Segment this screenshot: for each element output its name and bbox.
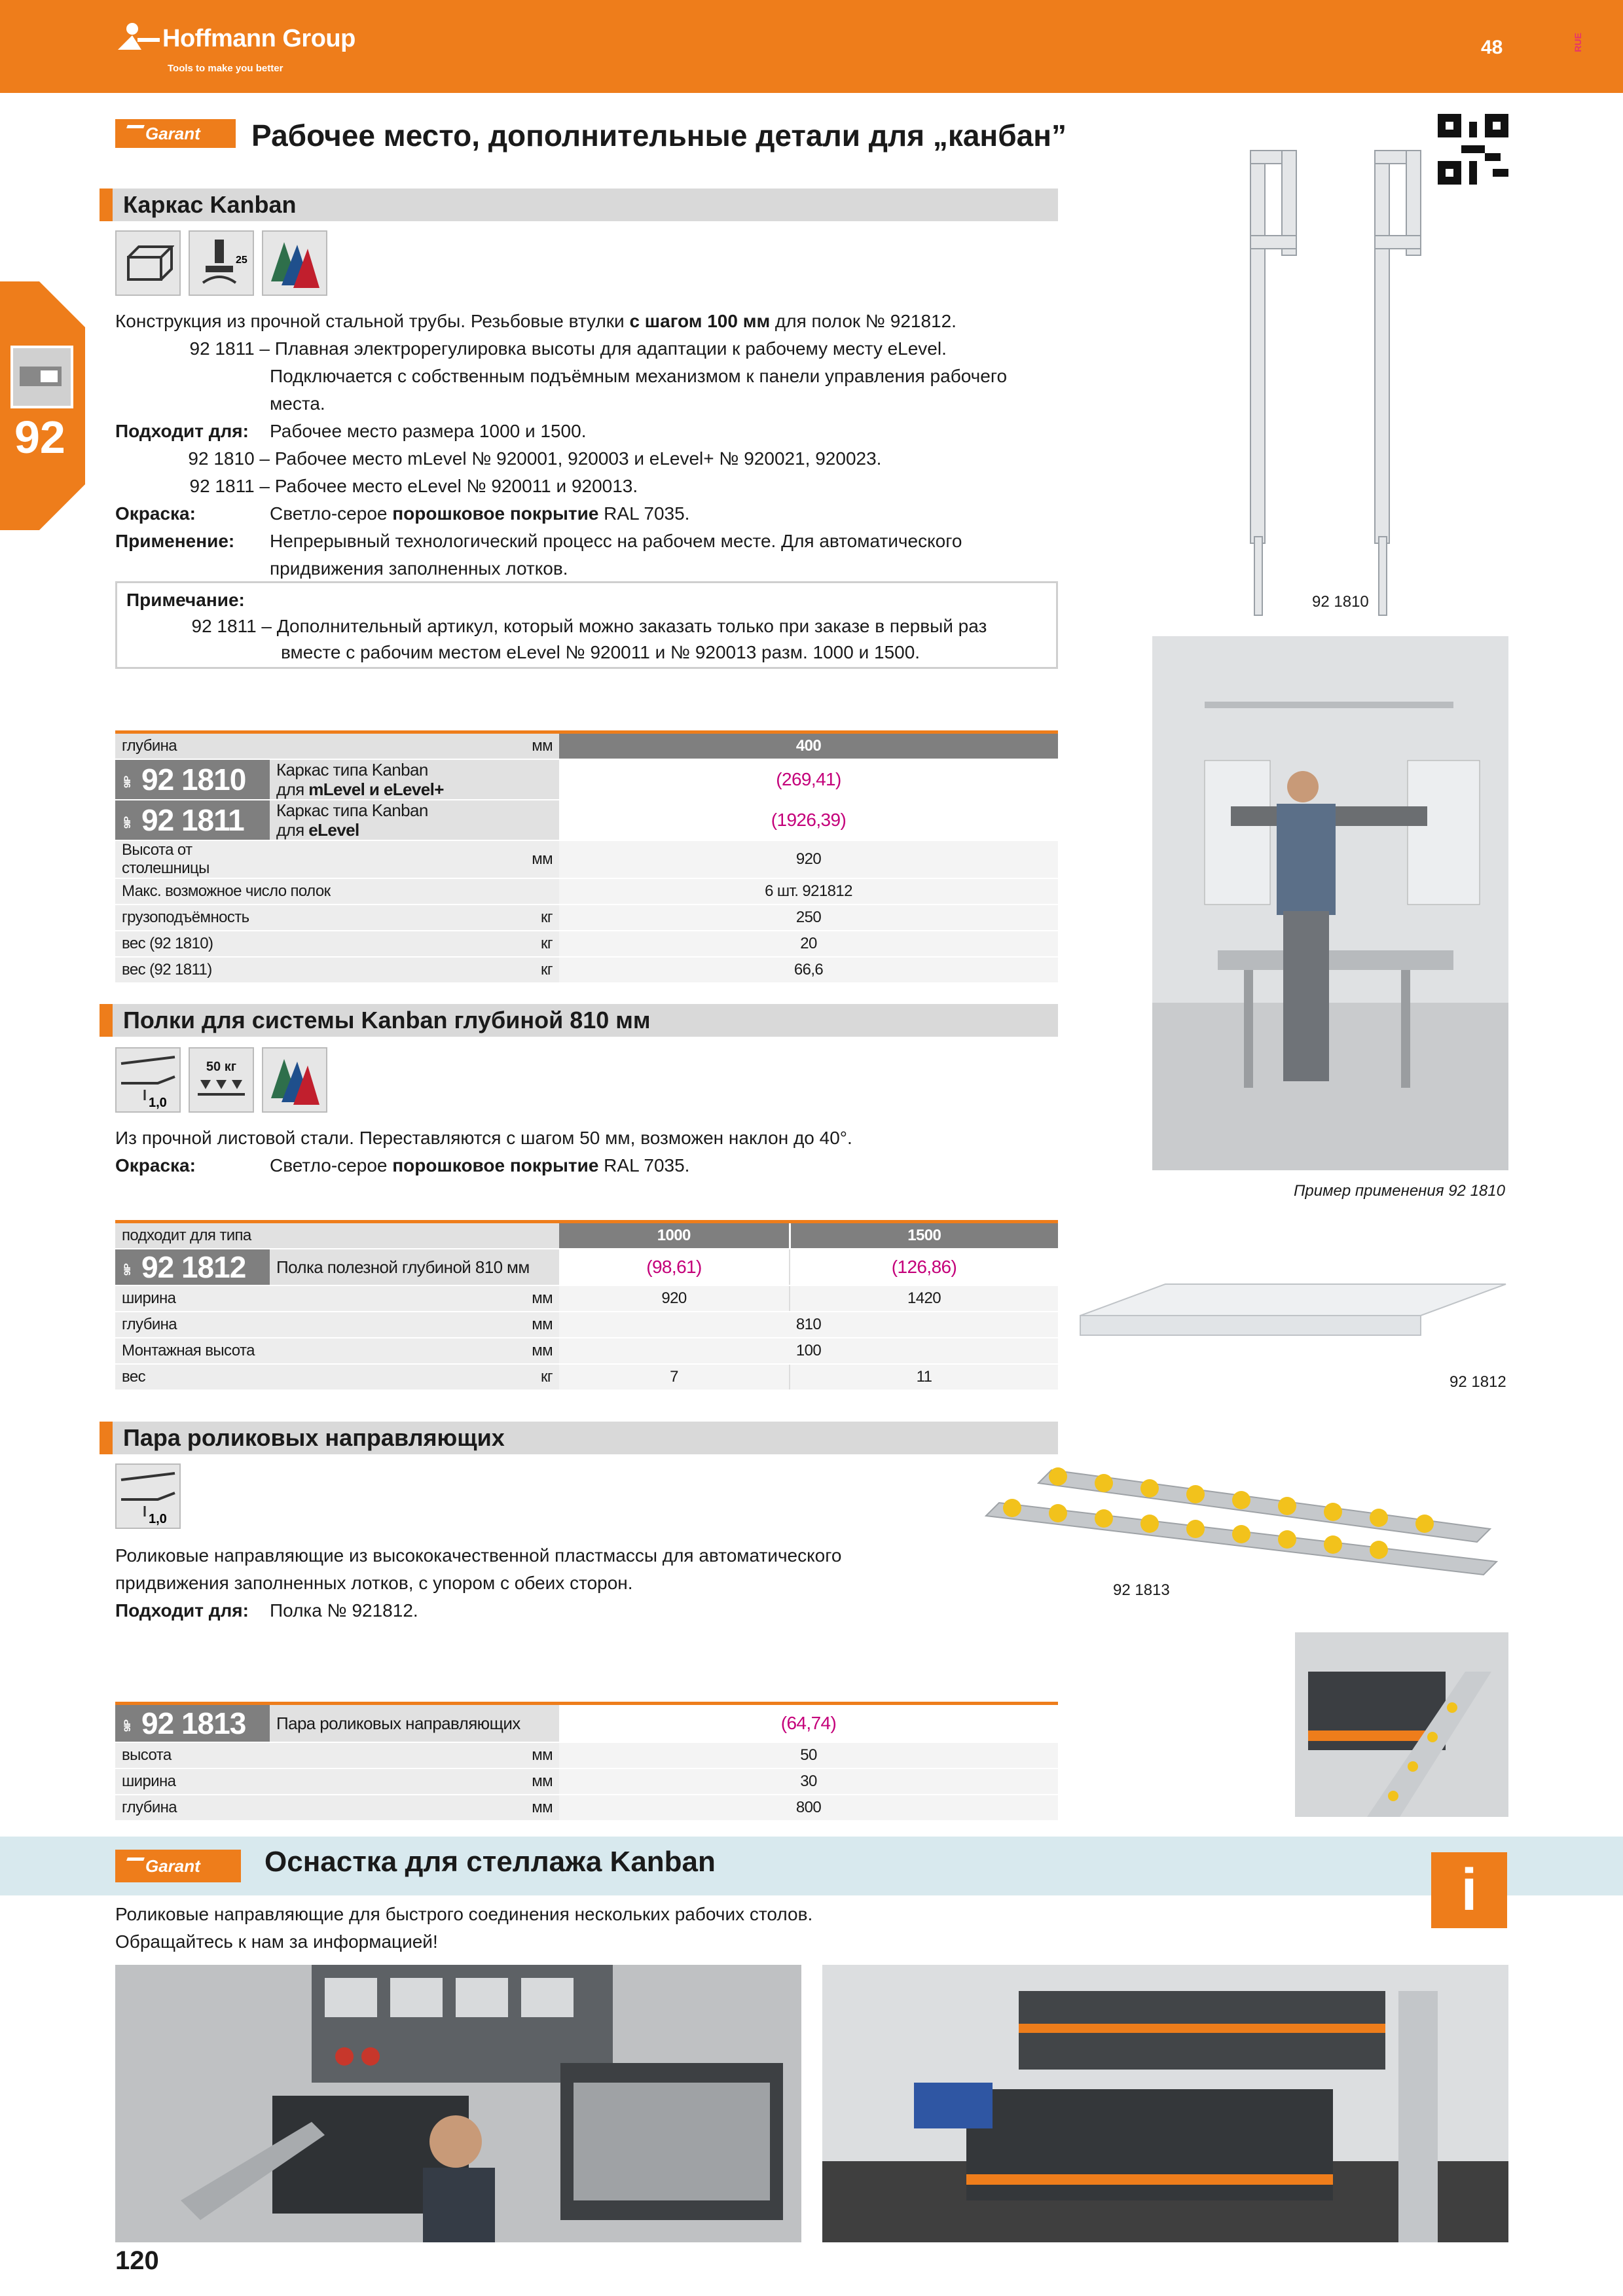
brand-tagline: Tools to make you better: [168, 63, 283, 74]
foot-adjust-label: 25: [236, 255, 247, 266]
tilt-angle-icon: [115, 1463, 181, 1529]
table-row: Высота от столешницы мм 920: [115, 840, 1058, 878]
rail-tilt-label: 1,0: [149, 1512, 167, 1526]
info-icon[interactable]: i: [1431, 1852, 1507, 1928]
load-capacity-icon: [189, 1047, 254, 1113]
garant-logo: Garant: [115, 119, 236, 148]
shelves-text: Из прочной листовой стали. Переставляются с шагом 50 мм, возможен наклон до 40°.: [115, 1128, 852, 1148]
type-1000: 1000: [559, 1222, 790, 1249]
garant-logo: Garant: [115, 1850, 241, 1882]
color-swatches-icon: [262, 1047, 327, 1113]
tilt-label: 1,0: [149, 1096, 167, 1109]
fits-label: Подходит для:: [115, 421, 249, 441]
fits-text-1: Рабочее место mLevel № 920001, 920003 и eLevel+ № 920021, 920023.: [274, 448, 882, 469]
paint-label: Окраска:: [115, 503, 196, 524]
hoffmann-logo-icon: [115, 21, 161, 55]
fits-article-1: 92 1810 –: [188, 448, 270, 469]
tilt-angle-icon: [115, 1047, 181, 1113]
fits-text-2: Рабочее место eLevel № 920011 и 920013.: [274, 476, 638, 496]
note-text-1: Дополнительный артикул, который можно заказать только при заказе в первый раз: [276, 616, 987, 636]
use-text-2: придвижения заполненных лотков.: [270, 558, 568, 579]
rails-fits-label: Подходит для:: [115, 1600, 249, 1621]
electric-article: 92 1811 –: [189, 338, 270, 359]
note-label: Примечание:: [126, 590, 245, 610]
article-number-921812[interactable]: 9IP 92 1812: [115, 1249, 270, 1285]
intro-bold: с шагом 100 мм: [629, 311, 771, 331]
roller-rails-image: [973, 1463, 1510, 1594]
article-description-921810: Каркас типа Kanban для mLevel и eLevel+: [270, 759, 559, 800]
kanban-rack-photo-left: [115, 1965, 801, 2242]
qr-code-icon[interactable]: [1438, 114, 1508, 185]
kanban-frame-description: [115, 308, 1058, 583]
paint-end: RAL 7035.: [598, 503, 690, 524]
article-number-921813[interactable]: 9IP 92 1813: [115, 1704, 270, 1743]
table-row: вес (92 1810) кг 20: [115, 931, 1058, 957]
footer-page-number: 120: [115, 2246, 159, 2275]
note-text-2: вместе с рабочим местом eLevel № 920011 и № 920013 разм. 1000 и 1500.: [281, 642, 921, 662]
catalog-page-number: 48: [1481, 37, 1503, 58]
price-921810: (269,41): [559, 759, 1058, 800]
depth-value: 400: [559, 732, 1058, 760]
electric-text-1: Плавная электрорегулировка высоты для адаптации к рабочему месту eLevel.: [274, 338, 947, 359]
table-row: ширина мм 30: [115, 1768, 1058, 1795]
fits-text: Рабочее место размера 1000 и 1500.: [270, 421, 587, 441]
price-921812-1000: (98,61): [559, 1249, 790, 1285]
steel-tube-icon: [115, 230, 181, 296]
example-caption: Пример применения 92 1810: [1294, 1182, 1505, 1200]
use-text-1: Непрерывный технологический процесс на рабочем месте. Для автоматического: [270, 531, 962, 551]
table-row: вес (92 1811) кг 66,6: [115, 957, 1058, 983]
section-header-kanban-frame: Каркас Kanban: [100, 188, 1058, 221]
price-921813: (64,74): [559, 1704, 1058, 1743]
kanban-frame-image: [1211, 144, 1434, 622]
electric-text-3: места.: [270, 393, 325, 414]
type-1500: 1500: [790, 1222, 1058, 1249]
section-header-shelves: Полки для системы Kanban глубиной 810 мм: [100, 1004, 1058, 1037]
shelves-description: Из прочной листовой стали. Переставляются с шагом 50 мм, возможен наклон до 40°. Окраска: Светло-серое порошковое покрытие RAL 7035.: [115, 1124, 1058, 1179]
intro-end: для полок № 921812.: [770, 311, 957, 331]
shelf-table: [115, 1220, 1058, 1391]
kanban-rack-photo-right: [822, 1965, 1508, 2242]
article-description-921811: Каркас типа Kanban для eLevel: [270, 800, 559, 840]
shelf-image: [1074, 1276, 1510, 1348]
fits-type-header: подходит для типа: [115, 1222, 559, 1249]
article-number-921810[interactable]: 9IP 92 1810: [115, 759, 270, 800]
rails-detail-photo: [1295, 1632, 1508, 1817]
table-row: Макс. возможное число полок 6 шт. 921812: [115, 878, 1058, 905]
kanban-frame-table: [115, 730, 1058, 984]
depth-header: глубина мм: [115, 732, 559, 760]
leveling-foot-icon: [189, 230, 254, 296]
note-box: [115, 581, 1058, 669]
load-label: 50 кг: [206, 1059, 237, 1074]
workstation-example-photo: [1152, 636, 1508, 1170]
table-row: глубина мм 810: [115, 1312, 1058, 1338]
electric-text-2: Подключается с собственным подъёмным механизмом к панели управления рабочего: [270, 366, 1008, 386]
info-band-text: Роликовые направляющие для быстрого соединения нескольких рабочих столов. Обращайтесь к нам за информацией!: [115, 1904, 813, 1952]
chapter-number: 92: [14, 412, 65, 463]
paint-start: Светло-серое: [270, 503, 393, 524]
article-description-921813: Пара роликовых направляющих: [270, 1704, 559, 1743]
table-row: вес кг 7 11: [115, 1364, 1058, 1390]
note-article: 92 1811 –: [191, 616, 272, 636]
price-921811: (1926,39): [559, 800, 1058, 840]
rail-caption: 92 1813: [1113, 1581, 1170, 1599]
chapter-side-tab: [0, 281, 85, 530]
table-row: высота мм 50: [115, 1742, 1058, 1768]
shelves-paint-label: Окраска:: [115, 1155, 196, 1175]
brand-name: Hoffmann Group: [162, 25, 356, 52]
table-row: ширина мм 920 1420: [115, 1285, 1058, 1312]
table-row: Монтажная высота мм 100: [115, 1338, 1058, 1364]
fits-article-2: 92 1811 –: [189, 476, 270, 496]
intro-text: Конструкция из прочной стальной трубы. Резьбовые втулки: [115, 311, 630, 331]
paint-bold: порошковое покрытие: [392, 503, 599, 524]
info-band: [0, 1837, 1623, 1895]
use-label: Применение:: [115, 531, 235, 551]
page-title: Рабочее место, дополнительные детали для „канбан”: [251, 118, 1067, 152]
table-row: грузоподъёмность кг 250: [115, 905, 1058, 931]
article-number-921811[interactable]: 9IP 92 1811: [115, 800, 270, 840]
price-921812-1500: (126,86): [790, 1249, 1058, 1285]
color-swatches-icon: [262, 230, 327, 296]
info-band-title: Оснастка для стеллажа Kanban: [264, 1846, 716, 1878]
frame-caption: 92 1810: [1312, 593, 1369, 611]
region-code: RUE: [1573, 33, 1583, 52]
article-description-921812: Полка полезной глубиной 810 мм: [270, 1249, 559, 1285]
table-row: глубина мм 800: [115, 1795, 1058, 1821]
shelf-caption: 92 1812: [1450, 1373, 1506, 1391]
roller-rail-table: [115, 1702, 1058, 1821]
section-header-roller-rails: Пара роликовых направляющих: [100, 1422, 1058, 1454]
roller-rails-description: Роликовые направляющие из высококачественной пластмассы для автоматического придвижения заполненных лотков, с упором с обеих сторон. Подходит для: Полка № 921812.: [115, 1542, 1058, 1624]
